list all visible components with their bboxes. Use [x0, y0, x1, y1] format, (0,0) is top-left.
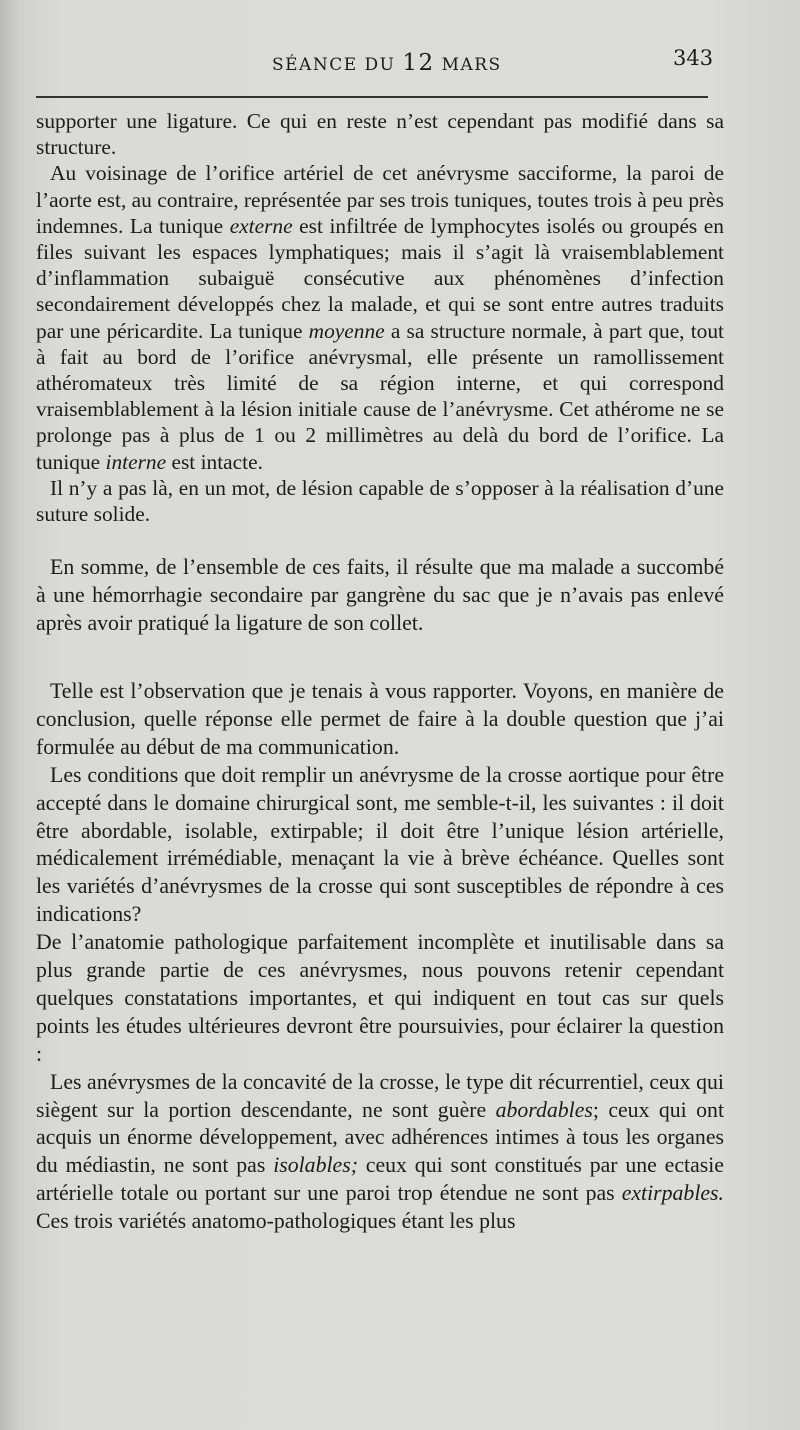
text-run: est intacte.	[166, 449, 263, 474]
text-run: Telle est l’observation que je tenais à vous rapporter. Voyons, en manière de conclusion, quelle réponse elle permet de faire à la double question que j’ai formulée au début de ma communication.	[36, 678, 724, 759]
text-run: Il n’y a pas là, en un mot, de lésion capable de s’opposer à la réalisation d’une suture solide.	[36, 475, 724, 527]
text-run: De l’anatomie pathologique parfaitement incomplète et inutilisable dans sa plus grande partie de ces anévrysmes, nous pouvons retenir cependant quelques constatations importantes, et qui indiquent en tout cas sur quels points les études ultérieures devront être poursuivies, pour éclairer la question :	[36, 930, 724, 1066]
body-text	[36, 108, 724, 1236]
text-run: est infiltrée de lymphocytes isolés ou groupés en files suivant les espaces lymphatiques; mais il s’agit là vraisemblablement d’inflammation subaiguë consécutive aux phénomènes d’infection secondairement développés chez la malade, et qui se sont entre autres traduits par une péricardite. La tunique	[36, 213, 724, 343]
text-run: ceux qui sont constitués par une ectasie artérielle totale ou portant sur une paroi trop étendue ne sont pas	[36, 1153, 724, 1206]
italic-term: externe	[229, 213, 293, 238]
italic-term: moyenne	[308, 318, 385, 343]
header-rule	[36, 96, 708, 98]
italic-term: isolables;	[273, 1153, 358, 1178]
text-run: Au voisinage de l’orifice artériel de cet anévrysme sacciforme, la paroi de l’aorte est, au contraire, représentée par ses trois tuniques, toutes trois à peu près indemnes. La tunique	[36, 161, 724, 238]
italic-term: interne	[105, 449, 167, 474]
running-header	[0, 44, 800, 84]
running-title: SÉANCE DU 12 MARS	[272, 50, 502, 76]
text-run: Ces trois variétés anatomo-pathologiques étant les plus	[36, 1209, 516, 1234]
text-run: En somme, de l’ensemble de ces faits, il résulte que ma malade a succombé à une hémorrhagie secondaire par gangrène du sac que je n’avais pas enlevé après avoir pratiqué la ligature de son collet.	[36, 555, 724, 636]
paragraph	[36, 762, 724, 929]
paragraph	[36, 160, 724, 474]
paragraph	[36, 678, 724, 762]
text-run: ; ceux qui ont acquis un énorme développement, avec adhérences intimes à tous les organes du médiastin, ne sont pas	[36, 1097, 724, 1178]
text-run: a sa structure normale, à part que, tout à fait au bord de l’orifice anévrysmal, elle présente un ramollissement athéromateux très limité de sa région interne, et qui correspond vraisemblablement à la lésion initiale cause de l’anévrysme. Cet athérome ne se prolonge pas à plus de 1 ou 2 millimètres au delà du bord de l’orifice. La tunique	[36, 318, 724, 474]
paragraph	[36, 475, 724, 527]
paragraph	[36, 929, 724, 1069]
paragraph	[36, 1069, 724, 1236]
italic-term: abordables	[495, 1097, 593, 1122]
paragraph	[36, 108, 724, 160]
text-run: Les conditions que doit remplir un anévrysme de la crosse aortique pour être accepté dans le domaine chirurgical sont, me semble-t-il, les suivantes : il doit être abordable, isolable, extirpable; il doit être l’unique lésion artérielle, médicalement irrémédiable, menaçant la vie à brève échéance. Quelles sont les variétés d’anévrysmes de la crosse qui sont susceptibles de répondre à ces indications?	[36, 762, 724, 927]
page-number: 343	[673, 46, 714, 70]
italic-term: extirpables.	[621, 1181, 724, 1206]
text-run: supporter une ligature. Ce qui en reste n’est cependant pas modifié dans sa structure.	[36, 109, 724, 160]
text-run: Les anévrysmes de la concavité de la crosse, le type dit récurrentiel, ceux qui siègent sur la portion descendante, ne sont guère	[36, 1069, 724, 1122]
paragraph	[36, 554, 724, 638]
